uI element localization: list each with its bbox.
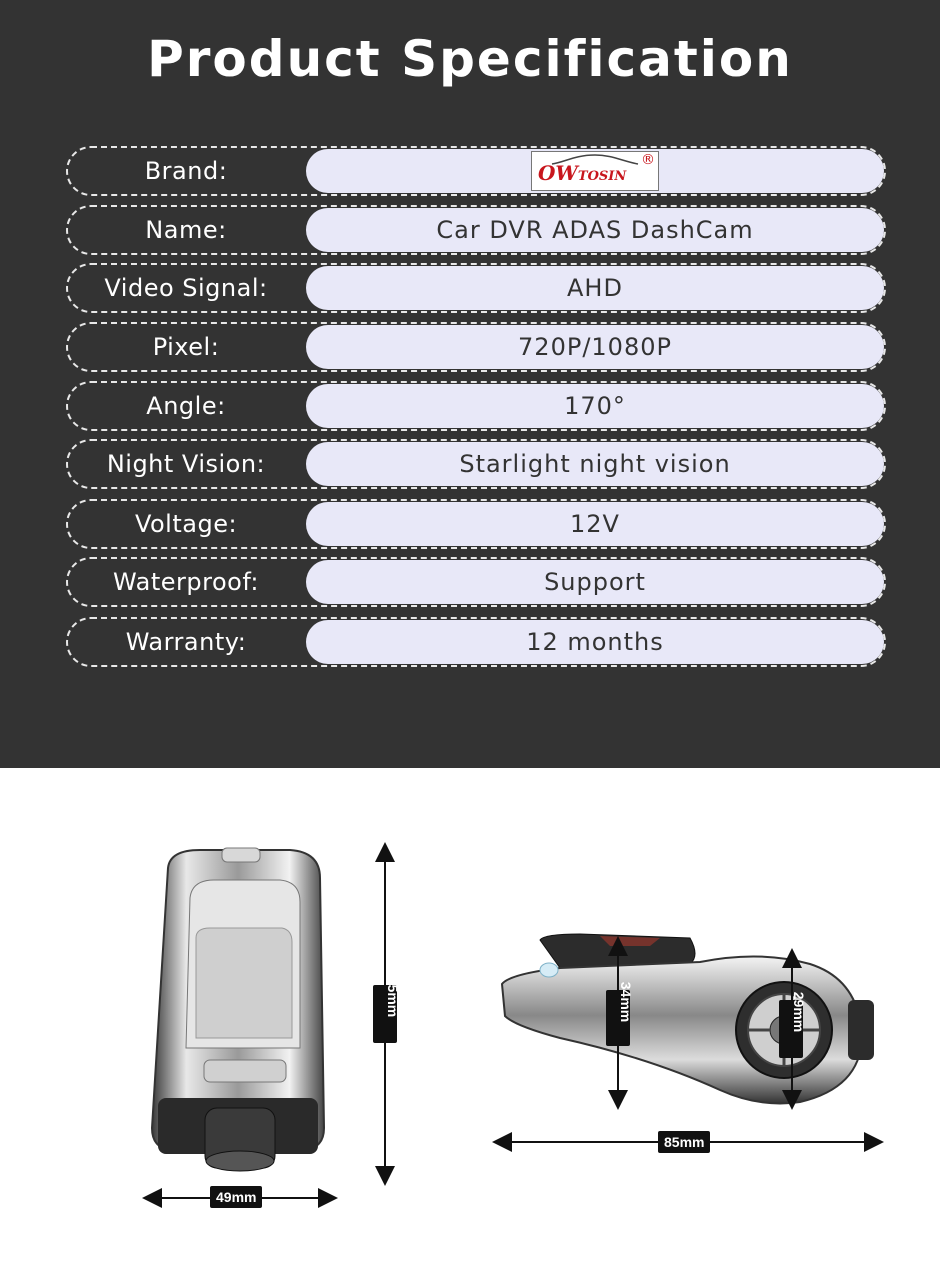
spec-value: Support — [306, 560, 884, 604]
spec-label: Name: — [145, 216, 227, 244]
spec-row-voltage — [66, 499, 886, 549]
spec-label: Angle: — [146, 392, 226, 420]
spec-value-brand — [306, 149, 884, 193]
page-title: Product Specification — [147, 30, 793, 88]
spec-row-brand — [66, 146, 886, 196]
spec-label: Waterproof: — [112, 568, 260, 596]
side-length-label: 85mm — [658, 1131, 710, 1153]
spec-value: 170° — [306, 384, 884, 428]
spec-row-waterproof — [66, 557, 886, 607]
spec-row-night-vision — [66, 439, 886, 489]
spec-label: Video Signal: — [104, 274, 268, 302]
spec-row-warranty — [66, 617, 886, 667]
brand-logo — [531, 151, 659, 191]
spec-value: Car DVR ADAS DashCam — [306, 208, 884, 252]
spec-label: Voltage: — [134, 510, 238, 538]
lens-diameter-label: 29mm — [779, 1000, 803, 1058]
spec-value: 12V — [306, 502, 884, 546]
spec-value: 12 months — [306, 620, 884, 664]
spec-row-angle — [66, 381, 886, 431]
car-silhouette-icon — [550, 152, 640, 166]
spec-label: Warranty: — [125, 628, 247, 656]
registered-mark: ® — [641, 152, 656, 168]
camera-side-view — [502, 934, 874, 1104]
spec-label: Brand: — [144, 157, 228, 185]
camera-front-view — [152, 848, 324, 1171]
spec-label: Pixel: — [152, 333, 220, 361]
spec-row-name — [66, 205, 886, 255]
spec-label: Night Vision: — [106, 450, 266, 478]
front-height-label: 85mm — [373, 985, 397, 1043]
spec-row-video-signal — [66, 263, 886, 313]
side-height-label: 34mm — [606, 990, 630, 1046]
spec-value: AHD — [306, 266, 884, 310]
front-width-label: 49mm — [210, 1186, 262, 1208]
spec-row-pixel — [66, 322, 886, 372]
brand-logo-text: OWTOSIN — [538, 161, 627, 185]
spec-value: Starlight night vision — [306, 442, 884, 486]
spec-value: 720P/1080P — [306, 325, 884, 369]
